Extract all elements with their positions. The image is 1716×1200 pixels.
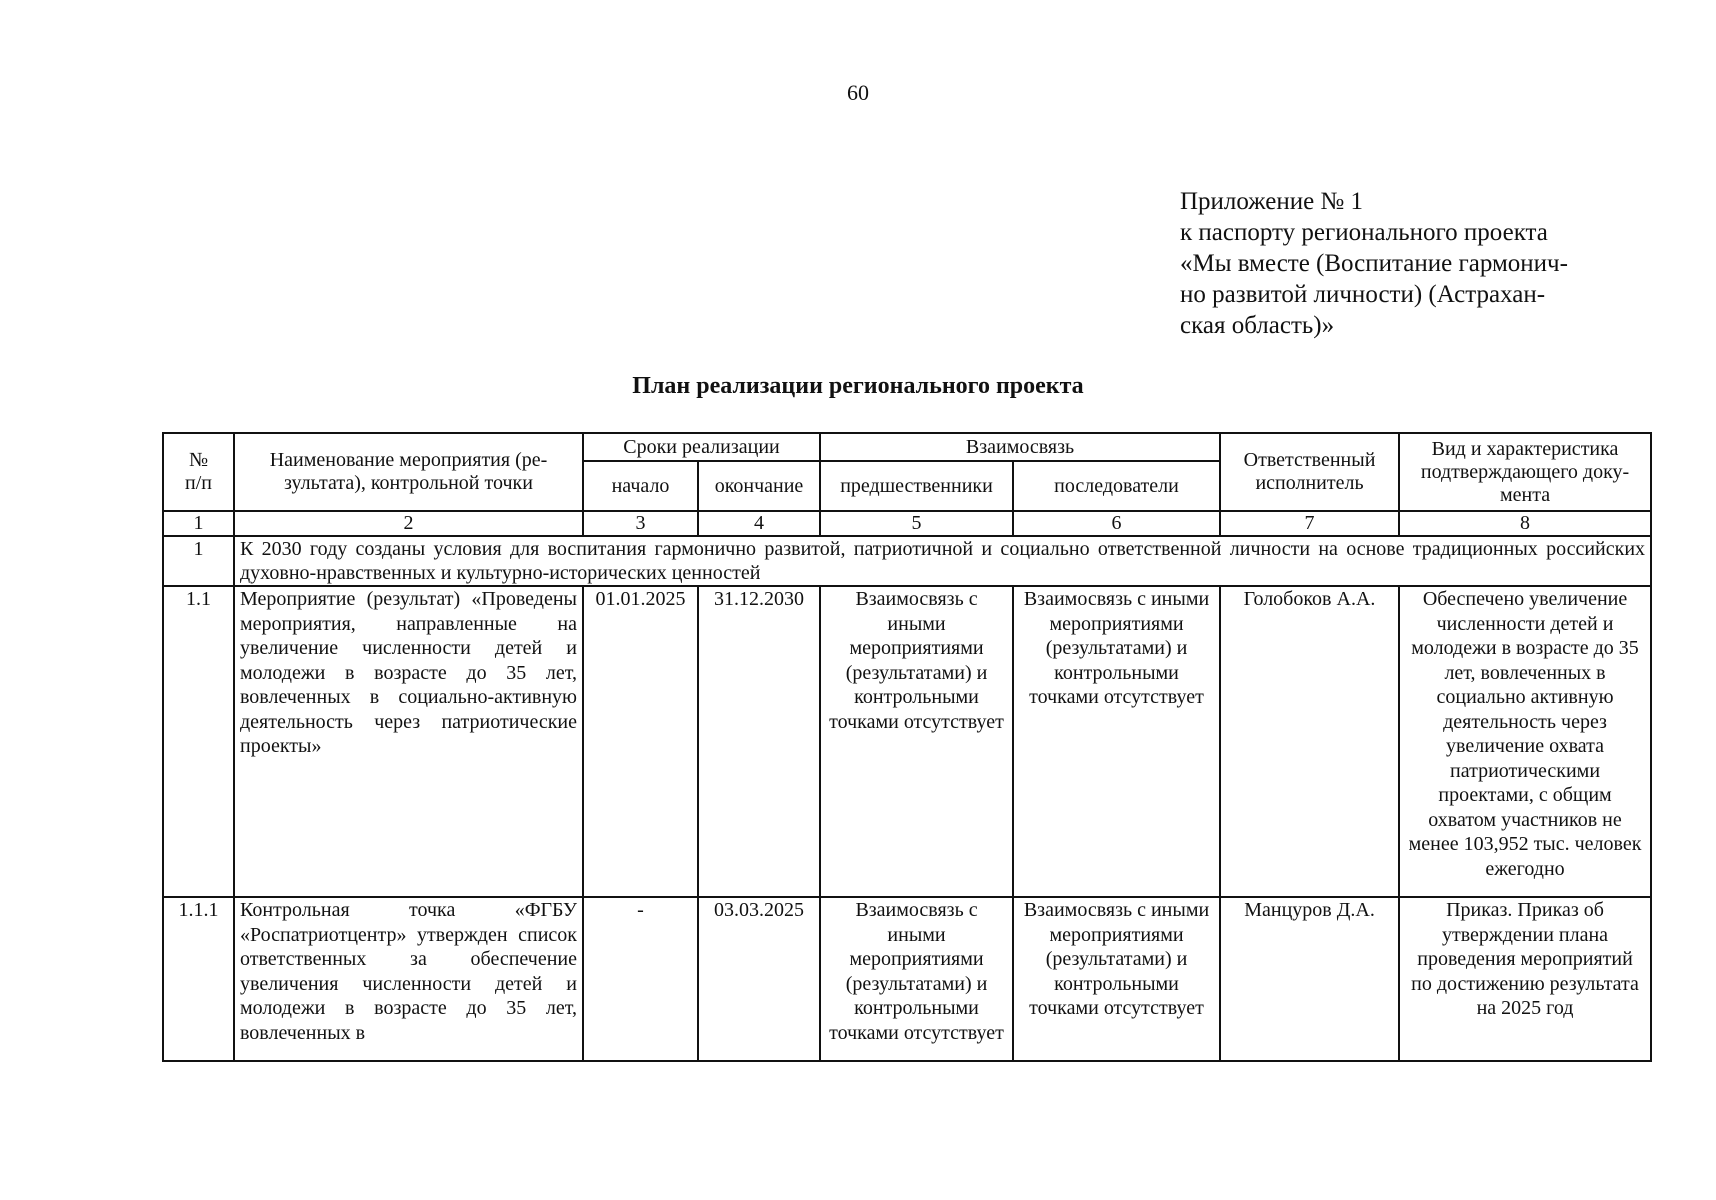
row-num: 1.1: [163, 586, 234, 897]
appendix-line: к паспорту регионального проекта: [1180, 219, 1548, 246]
column-number: 2: [234, 511, 583, 536]
header-responsible: [1220, 433, 1399, 511]
header-start: начало: [583, 461, 698, 511]
column-number: 4: [698, 511, 820, 536]
header-name-line: зультата), контрольной точки: [284, 472, 533, 494]
header-name: [234, 433, 583, 511]
row-name: Контрольная точка «ФГБУ «Роспатриотцентр» утвержден список ответственных за обеспечение увеличения численности детей и молодежи в возрасте до 35 лет, вовлеченных в: [234, 897, 583, 1061]
row-document: Обеспечено увеличение численности детей и молодежи в возрасте до 35 лет, вовлеченных в социально активную деятельность через увеличение охвата патриотическими проектами, с общим охватом участников не менее 103,952 тыс. человек ежегодно: [1399, 586, 1651, 897]
table-row: [163, 897, 1651, 1061]
row-name: Мероприятие (результат) «Проведены мероприятия, направленные на увеличение численности детей и молодежи в возрасте до 35 лет, вовлеченных в социально-активную деятельность через патриотические проекты»: [234, 586, 583, 897]
row-responsible: Манцуров Д.А.: [1220, 897, 1399, 1061]
appendix-note: [1180, 186, 1620, 341]
row-end: 31.12.2030: [698, 586, 820, 897]
header-document-line: Вид и характеристика: [1431, 437, 1619, 460]
appendix-line: «Мы вместе (Воспитание гармонич-: [1180, 250, 1568, 277]
row-start: -: [583, 897, 698, 1061]
row-responsible: Голобоков А.А.: [1220, 586, 1399, 897]
table-row: [163, 586, 1651, 897]
appendix-line: ская область)»: [1180, 312, 1335, 339]
header-document-line: подтверждающего доку-: [1420, 460, 1630, 483]
header-deadlines: Сроки реализации: [583, 433, 820, 461]
column-number: 5: [820, 511, 1013, 536]
row-start: 01.01.2025: [583, 586, 698, 897]
header-num-line: №: [188, 449, 209, 471]
header-predecessors: предшественники: [820, 461, 1013, 511]
appendix-line: но развитой личности) (Астрахан-: [1180, 281, 1546, 308]
row-num: 1.1.1: [163, 897, 234, 1061]
plan-title: План реализации регионального проекта: [632, 373, 1084, 399]
page-number: 60: [847, 80, 869, 105]
row-predecessors: Взаимосвязь с иными мероприятиями (результатами) и контрольными точками отсутствует: [820, 897, 1013, 1061]
goal-row: [163, 536, 1651, 586]
header-name-line: Наименование мероприятия (ре-: [269, 449, 548, 471]
header-document-line: мента: [1499, 483, 1551, 506]
row-successors: Взаимосвязь с иными мероприятиями (результатами) и контрольными точками отсутствует: [1013, 897, 1220, 1061]
goal-num: 1: [163, 536, 234, 586]
column-number: 6: [1013, 511, 1220, 536]
row-successors: Взаимосвязь с иными мероприятиями (результатами) и контрольными точками отсутствует: [1013, 586, 1220, 897]
plan-table: [162, 432, 1652, 1062]
header-end: окончание: [698, 461, 820, 511]
appendix-line: Приложение № 1: [1180, 188, 1364, 215]
row-document: Приказ. Приказ об утверждении плана проведения мероприятий по достижению результата на 2025 год: [1399, 897, 1651, 1061]
goal-text: К 2030 году созданы условия для воспитания гармонично развитой, патриотичной и социально ответственной личности на основе традиционных российских духовно-нравственных и культурно-исторических ценностей: [234, 536, 1651, 586]
row-predecessors: Взаимосвязь с иными мероприятиями (результатами) и контрольными точками отсутствует: [820, 586, 1013, 897]
header-relation: Взаимосвязь: [820, 433, 1220, 461]
header-num-line: п/п: [185, 472, 212, 494]
column-number: 7: [1220, 511, 1399, 536]
column-number: 1: [163, 511, 234, 536]
header-responsible-line: исполнитель: [1255, 472, 1364, 494]
row-end: 03.03.2025: [698, 897, 820, 1061]
header-successors: последователи: [1013, 461, 1220, 511]
header-document: [1399, 433, 1651, 511]
header-num: [163, 433, 234, 511]
column-number: 8: [1399, 511, 1651, 536]
column-number: 3: [583, 511, 698, 536]
header-responsible-line: Ответственный: [1243, 449, 1376, 471]
column-numbers-row: [163, 511, 1651, 536]
